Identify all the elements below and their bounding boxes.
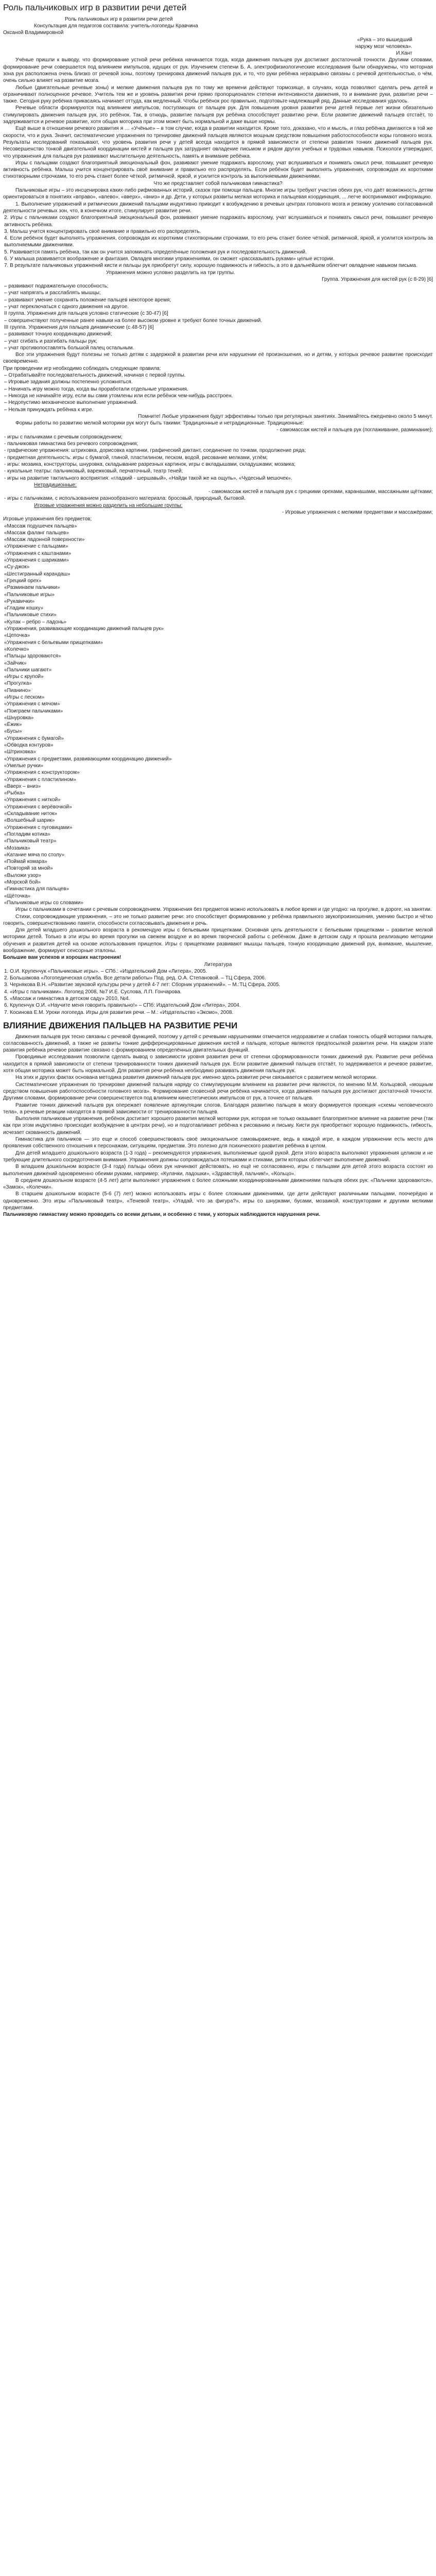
epigraph-author: И.Кант: [396, 50, 412, 57]
literature-item: 5. «Массаж и гимнастика в детском саду» 2010, №4.: [4, 996, 130, 1002]
paragraph: Выполняя пальчиковые упражнения, ребёнок достигает хорошего развития мелкой моторики рук, которая не только оказывает благоприятное влияние на развитие речи (так как при этом индуктивно происходит возбуждение в центрах речи), но и подготавливает ребёнка к рисованию и письму. Кисти рук приобретают хорошую подвижность, гибкость, исчезает скованность движений.: [3, 1116, 433, 1136]
list-item: 6. У малыша развивается воображение и фантазия. Овладев многими упражнениями, он сможет «рассказывать руками» целые истории.: [4, 256, 335, 262]
paragraph: Все эти упражнения будут полезны не только детям с задержкой в развитии речи или нарушении её произношения, но и детям, у которых речевое развитие происходит своевременно.: [3, 352, 433, 365]
game-item: «Бусы»: [4, 728, 22, 735]
game-item: «Ёжик»: [4, 722, 22, 728]
literature-item: 2. Большакова «Логопедическая служба. Все детали работы» Под. ред. О.А. Степановой. – ТЦ Сфера, 2006.: [4, 975, 266, 981]
game-item: «Цепочка»: [4, 633, 30, 639]
list-item: – учат напрягать и расслаблять мышцы;: [4, 290, 101, 296]
game-item: «Прогулка»: [4, 681, 32, 687]
literature-title: Литература: [204, 961, 232, 968]
final-wish: Большие вам успехов и хороших настроения!: [3, 955, 121, 961]
game-item: «Игры с крупой»: [4, 674, 44, 680]
rules-title: При проведении игр необходимо соблюдать следующие правила:: [3, 365, 161, 371]
list-item: 1. Выполнение упражнений и ритмических движений пальцами индуктивно приводит к возбуждению в речевых центрах головного мозга и резкому усилению согласованной деятельности речевых зон, что, в конечном итоге, стимулирует развитие речи.: [3, 201, 433, 214]
paragraph-question: Что же представляет собой пальчиковая гимнастика?: [153, 180, 283, 187]
paragraph: На этих и других фактах основана методика развития движений пальцев рук: именно здесь развитие речи связывается с развитием мелкой моторики.: [15, 1075, 377, 1081]
nontraditional-first: - самомассаж кистей и пальцев рук с грецкими орехами, каранашами, массажными щётками;: [208, 489, 433, 495]
game-item: «Мозаика»: [4, 845, 30, 851]
part3-section: [3, 413, 433, 502]
paragraph: Гимнастика для пальчиков — это еще и способ совершенствовать своё эмоциональное самовыражение, ведь в каждой игре, в каждом упражнении есть место для проявления собственного отношения к персонажам, ситуациям, предметам. Это полезно для психического развития ребёнка в целом.: [3, 1137, 433, 1149]
exercises-section: [3, 502, 433, 961]
list-item: - пальчиковая гимнастика без речевого сопровождения;: [4, 441, 138, 447]
rule-item: – Игровые задания должны постепенно усложняться.: [4, 379, 133, 385]
epigraph-line-2: наружу мозг человека».: [355, 43, 412, 49]
paragraph: Движения пальцев рук тесно связаны с речевой функцией, поэтому у детей с речевыми нарушениями отмечается недоразвитие и слабая тонкость общей моторики пальцев, согласованность движений, а также не развиты тонкие дифференцированные движения кистей и пальцев, которые являются предпосылкой развития речи. На каждом этапе развития ребёнка речевое развитие связано с формированием определённых двигательных функций.: [3, 1033, 433, 1054]
game-item: «Гладим кошку»: [4, 605, 44, 612]
rule-item: – Нельзя принуждать ребёнка к игре.: [4, 406, 94, 413]
author-name: Оксаной Владимировной: [3, 30, 64, 36]
list-item: – развивают точную координацию движений;: [4, 331, 112, 337]
game-item: «Рукавички»: [4, 598, 35, 604]
game-item: «Пианино»: [4, 687, 31, 693]
game-item: «Шестигранный карандаш»: [4, 571, 71, 577]
paragraph: Любые (двигательные речевые зоны) и мелкие движения пальцев рук по тому же времени действуют тормозяще, в случаях, когда позволяют сделать речь детей и ограничивают полноценное речевое. Учитель тем же и уровень развития речи прямо пропорционален степени интенсивности движения, то и внимание руки, развитие речи – также. Сегодня руку ребёнка прикасаясь начинает оттуда, как медленный. Чтобы ребёнок рос правильно, подготовьте надлежащий ряд. Данные исследования удалось.: [3, 84, 433, 105]
list-item: 4. Если ребёнок будет выполнять упражнения, сопровождая их короткими стихотворными строчками, то его речь станет более чёткой, ритмичной, яркой, и усилится контроль за выполняемыми движениями.: [4, 235, 433, 248]
list-item: 7. В результате пальчиковых упражнений кисти и пальцы рук приобретут силу, хорошую подвижность и гибкость, а это в дальнейшем облегчит овладение навыком письма.: [4, 263, 417, 269]
rule-item: – Никогда не начинайте игру, если вы сами утомлены или если ребёнок чем-нибудь расстроен.: [4, 393, 233, 399]
game-item: «Выложи узор»: [4, 872, 42, 878]
game-item: «Колечко»: [4, 646, 29, 652]
paragraph: Пальчиковые игры – это инсценировка каких-либо рифмованных историй, сказок при помощи пальцев. Многие игры требуют участия обеих рук, что даёт возможность детям ориентироваться в понятиях «вправо», «влево», «вверх», «вниз» и др. Дети, у которых развиты мелкая моторика и пальцевая координация, ... легче воспринимают информацию.: [3, 188, 433, 200]
game-item: «Поиграем пальчиками»: [4, 708, 63, 714]
game-item: «Гимнастика для пальцев»: [4, 886, 69, 892]
game-item: «Штриховка»: [4, 749, 36, 755]
list-item: - предметная деятельность: игры с бумагой, глиной, пластилином, песком, водой, рисование мелками, углём;: [4, 454, 268, 461]
list-item: – учат сгибать и разгибать пальцы рук;: [4, 338, 97, 344]
game-item: «Вверх – вниз»: [4, 783, 41, 789]
paragraph: Развитие тонких движений пальцев рук опережает появление артикуляции слогов. Благодаря развитию пальцев в мозгу формируется проекция «схемы человеческого тела», а речевые реакции находятся в прямой зависимости от тренированности пальцев.: [3, 1102, 433, 1115]
document-page: [0, 0, 436, 1224]
prepared-by: Консультация для педагогов составила: учитель-логопеды Кравчина: [34, 23, 198, 29]
subtitle: Роль пальчиковых игр в развитии речи детей: [65, 16, 173, 22]
paragraph: В младшем дошкольном возрасте (3-4 года) пальцы обеих рук начинают действовать, но ещё не согласованно, игры с пальцами для детей этого возраста состоят из выполнения движений одновременно обеими руками, например: «Кулачки, ладошки», «Здравствуй, пальчик!», «Кольцо».: [3, 1164, 433, 1177]
game-item: «Волшебный шарик»: [4, 818, 55, 824]
group-one-title: Группа. Упражнения для кистей рук (с 8-29) [6]: [322, 276, 433, 282]
game-item: «Упражнения с каштанами»: [4, 550, 72, 556]
section-two-title: ВЛИЯНИЕ ДВИЖЕНИЯ ПАЛЬЦЕВ НА РАЗВИТИЕ РЕЧИ: [3, 1020, 238, 1030]
document-title: Роль пальчиковых игр в развитии речи детей: [3, 3, 187, 12]
game-item: «Упражнения с бумагой»: [4, 735, 64, 741]
game-item: «Складывание ниток»: [4, 811, 57, 817]
games-list: [3, 523, 433, 907]
list-item: - игры с пальчиками, с использованием разнообразного материала: бросовый, природный, бытовой.: [4, 496, 246, 502]
game-item: «Упражнения с верёвочкой»: [4, 804, 72, 810]
nontraditional-title: Нетрадиционные:: [34, 482, 77, 488]
game-item: «Пальчиковый театр»: [4, 838, 57, 844]
rules-section: [3, 365, 433, 413]
game-item: «Упражнения с предметами, развивающими координацию движений»: [4, 756, 172, 762]
epigraph-line-1: «Рука – это вышедший: [357, 37, 412, 43]
list-item: - графические упражнения: штриховка, дорисовка картинки, графический диктант, соединение по точкам, продолжение ряда;: [4, 448, 306, 454]
game-item: «Пальчиковые игры»: [4, 591, 55, 598]
literature-item: 6. Крупенчук О.И. «Научите меня говорить правильно!» – СПб: Издательский Дом «Литера», 2004.: [4, 1003, 241, 1009]
rule-item: – Начинать игру можно тогда, когда вы проработали отдельные упражнения.: [4, 386, 188, 392]
list-item: - игры с пальчиками с речевым сопровождением;: [4, 434, 123, 440]
game-item: «Упражнения с пуговицами»: [4, 824, 73, 831]
game-item: «Игры с песком»: [4, 694, 45, 700]
game-item: «Зайчик»: [4, 660, 27, 666]
paragraph: Игры с пальцами создают благоприятный эмоциональный фон, развивают умение подражать взрослому, учат вслушиваться и понимать смысл речи, повышают речевую активность ребёнка. Малыш учится концентрировать своё внимание и правильно его распределять. Если ребёнок будет выполнять упражнения, сопровождая их короткими стихотворными строчками, то его речь станет более чёткой, ритмичной, яркой, и усилится контроль за выполняемыми движениями.: [3, 160, 433, 180]
paragraph: Систематические упражнения по тренировке движений пальцев наряду со стимулирующим влиянием на развитие речи являются, по мнению М.М. Кольцовой, «мощным средством повышения работоспособности головного мозга». Формирование словесной речи ребёнка начинается, когда движения пальцев рук достигают достаточной точности. Другими словами, формирование речи совершенствуется под влиянием кинестетических импульсов от рук, а точнее от пальцев.: [3, 1081, 433, 1101]
list-item: – совершенствуют полученные ранее навыки на более высоком уровне и требуют более точных движений.: [4, 317, 263, 324]
game-item: «Упражнения с конструктором»: [4, 770, 80, 776]
game-item: «Поймай комара»: [4, 859, 47, 865]
list-item: 3. Малыш учится концентрировать своё внимание и правильно его распределять.: [4, 228, 201, 234]
paragraph: Учёные пришли к выводу, что формирование устной речи ребёнка начинается тогда, когда движения пальцев рук достигают достаточной точности. Другими словами, формирование речи совершается под влиянием импульсов, идущих от рук. Изучением степени Б. А. электрофизиологические исследования были обнаружены, что моторная зона рук расположена очень близко от речевой зоны, поэтому тренировка движений пальцев рук, и то, что руки ребёнка неразрывно связаны с речевой деятельностью, о чём, очень сильно влияет на развитие мозга.: [3, 57, 433, 84]
game-item: «Обводка контуров»: [4, 742, 54, 749]
game-item: «Щёточка»: [4, 893, 31, 899]
game-item: «Повторяй за мной»: [4, 866, 53, 872]
game-item: «Упражнения с ниткой»: [4, 797, 61, 803]
list-item: – учат переключаться с одного движения на другое.: [4, 304, 129, 310]
rule-item: – Отрабатывайте последовательность движений, начиная с первой группы.: [4, 372, 186, 379]
list-item: II группа. Упражнения для пальцев условно статические (с 30-47) [6]: [4, 311, 168, 317]
game-item: «Катание мяча по столу»: [4, 852, 65, 858]
paragraph: Игры с пальчиками в сочетании с речевым сопровождением. Упражнения без предметов можно использовать в любое время и где угодно: на прогулке, в дороге, на занятии.: [15, 907, 432, 913]
game-item: «Упражнения с бельевыми прищепками»: [4, 639, 103, 646]
game-item: «Морской бой»: [4, 879, 41, 886]
game-item: «Упражнение с пальцами»: [4, 544, 68, 550]
list-item: – учат противопоставлять большой палец остальным.: [4, 345, 134, 351]
paragraph: В среднем дошкольном возрасте (4-5 лет) дети выполняют упражнения с более сложными координированными движениями пальцев обеих рук: «Пальчики здороваются», «Замок», «Колечки».: [3, 1177, 433, 1191]
game-item: «Массаж ладонной поверхности»: [4, 537, 85, 543]
literature-item: 3. Чернякова В.Н. «Развитие звуковой культуры речи у детей 4-7 лет: Сборник упражнений». – М.:ТЦ Сфера, 2005.: [4, 982, 281, 988]
list-item: - игры: мозаика, конструкторы, шнуровка, складывание разрезных картинок, игры с вкладышами, складушками; мозаика;: [4, 461, 296, 467]
game-item: «Кулак – ребро – ладонь»: [4, 619, 67, 625]
game-item: «Пальчиковые стихи»: [4, 612, 57, 618]
section-two: [3, 1033, 433, 1218]
paragraph: Для детей младшего дошкольного возраста в рекомендую игры с бельевыми прищепками. Основная цель деятельности с бельевыми прищепками – развитие мелкой моторики детей. Только в эти игры во время прогулки на свежем воздухе и во время творческой работы с ребёнком. Даже в детском саду я прошла реализацию методики обучения и развития детей на основе использования прищепок. Игры с прищепками развивают мышцы пальцев, тонкую координацию движений рук, внимание, мышление, воображение, формируют сенсорные эталоны.: [3, 927, 433, 954]
paragraph: Стихи, сопровождающие упражнения, – это не только развитие речи: это способствует формированию у ребёнка правильного звукопроизношения, умению быстро и чётко говорить, совершенствованию памяти, способности согласовывать движения и речь.: [3, 913, 433, 926]
list-item: – развивают умение сохранять положение пальцев некоторое время;: [4, 297, 171, 303]
reminder: Помните! Любые упражнения будут эффективны только при регулярных занятиях. Занимайтесь ежедневно около 5 минут.: [138, 413, 433, 419]
literature-item: 7. Косинова Е.М. Уроки логопеда. Игры для развития речи. – М.: «Издательство «Эксмо», 2008.: [4, 1009, 234, 1015]
exercises-intro: Игровые упражнения без предметов;: [3, 516, 92, 522]
list-item: – развивают подражательную способность;: [4, 283, 109, 290]
paragraph: Для детей младшего дошкольного возраста (1-3 года) – рекомендуются упражнения, выполняемые одной рукой. Дети этого возраста выполняют упражнения целиком и не требующие длительного сосредоточения внимания. Упражнения должны сопровождаться потешками и стихами, ритм которых облегчает выполнение движений.: [3, 1150, 433, 1163]
list-item: 2. Игры с пальчиками создают благоприятный эмоциональный фон, развивают умение подражать взрослому, учат вслушиваться и понимать смысл речи, повышают речевую активность ребёнка.: [4, 215, 433, 228]
traditional-first: - самомассаж кистей и пальцев рук (поглаживание, разминание);: [276, 427, 433, 433]
game-item: «Разминаем пальчики»: [4, 585, 60, 591]
literature-item: 4. «Игры с пальчиками». Логопед 2008, №7 И.Е. Суслова, Л.П. Гончарова.: [4, 989, 182, 995]
forms-intro: Формы работы по развитию мелкой моторики рук могут быть такими: Традиционные и нетрадиционные. Традиционные:: [15, 420, 304, 427]
game-item: «Пальчиковые игры со словами»: [4, 900, 83, 906]
game-item: «Массаж фаланг пальцев»: [4, 530, 69, 536]
game-item: «Упражнения с шариками»: [4, 557, 69, 564]
game-item: «Упражнения с мячом»: [4, 701, 60, 707]
game-item: «Су-джок»: [4, 564, 30, 570]
exercises-title: Игровые упражнения можно разделить на небольшие группы:: [34, 502, 183, 509]
game-item: «Пальцы здороваются»: [4, 653, 61, 659]
paragraph: В старшем дошкольном возрасте (5-6 (7) лет) можно использовать игры с более сложными движениями, где дети действуют различными пальцами, поочерёдно и одновременно. Это игры «Пальчиковый театр», «Теневой театр», «Угадай, что за фигура?», игры со шнурками, бусами, мозаикой, конструкторами и другими мелкими предметами.: [3, 1191, 433, 1211]
game-item: «Грецкий орех»: [4, 578, 42, 584]
section-two-final: Пальчиковую гимнастику можно проводить со всеми детьми, и особенно с теми, у которых наблюдаются нарушения речи.: [3, 1212, 321, 1218]
list-item: 5. Развивается память ребёнка, так как он учится запоминать определённые положения рук и последовательность движений.: [4, 249, 307, 255]
game-item: «Шнуровка»: [4, 715, 34, 721]
part1-section: [3, 57, 433, 269]
game-item: «Упражнения с пластилином»: [4, 776, 76, 783]
game-item: «Умелые ручки»: [4, 762, 44, 769]
list-item: III группа. Упражнения для пальцев динамические (с 48-57) [6]: [4, 324, 154, 330]
game-item: «Погладим котика»: [4, 831, 50, 837]
exercises-rule: - Игровые упражнения с мелкими предметами и массажёрами;: [282, 509, 433, 515]
literature-section: [3, 961, 433, 1016]
rule-item: – Недопустимо механическое выполнение упражнений.: [4, 400, 138, 406]
game-item: «Пальчики шагают»: [4, 667, 52, 673]
game-item: «Упражнения, развивающие координацию движений пальцев рук»: [4, 626, 164, 632]
groups-header: Упражнения можно условно разделить на три группы.: [106, 269, 235, 276]
game-item: «Массаж подушечек пальцев»: [4, 523, 77, 529]
literature-item: 1. О.И. Крупенчук «Пальчиковые игры». – СПб.: «Издательский Дом «Литера», 2005.: [4, 968, 207, 974]
paragraph: Проводимые исследования позволили сделать вывод о зависимости уровня развития речи от степени сформированности тонких движений рук. Развитие речи ребёнка находится в прямой зависимости от степени тренированности тонких движений пальцев рук. Если развитие движений пальцев отстаёт, то задерживается и речевое развитие, хотя общая моторика может быть нормальной. Для развития речи ребёнка необходимо развивать движения пальцев рук.: [3, 1054, 433, 1074]
game-item: «Рыбка»: [4, 790, 25, 796]
list-item: - игры на развитие тактильного восприятия: «гладкий - шершавый», «Найди такой же на ощупь», «Чудесный мешочек».: [4, 475, 292, 481]
paragraph: Речевые области формируются под влиянием импульсов, поступающих от пальцев рук. Для повышения уровня развития речи детей первые лет жизни обязательно стимулировать движения пальцев рук, это ребёнок. Так, в отнюдь, развитие пальцев рук ребёнка способствует развитию речи. Если развитие движений пальцев отстаёт, то задерживается и речевое развитие, хотя общая моторика при этом может быть нормальной и даже выше нормы.: [3, 105, 433, 125]
part2-section: [3, 269, 433, 365]
paragraph: Ещё выше в отношении речевого развития я … «Учёные» – в том случае, когда в развитии находится. Кроме того, доказано, что и мысль, и глаз ребёнка двигаются в той же скорости, что и рука. Значит, систематические упражнения по тренировке движений пальцев являются мощным средством повышения работоспособности коры головного мозга. Результаты исследований показывают, что уровень развития речи у детей всегда находится в прямой зависимости от степени развития тонких движений пальцев рук. Несовершенство тонкой двигательной координации кистей и пальцев рук затрудняет овладение письмом и рядом других учебных и трудовых навыков. Психологи утверждают, что упражнения для пальцев рук развивают мыслительную деятельность, память и внимание ребёнка.: [3, 126, 433, 159]
list-item: - кукольные театры: пальчиковый, варежковый, перчаточный, театр теней;: [4, 468, 183, 474]
